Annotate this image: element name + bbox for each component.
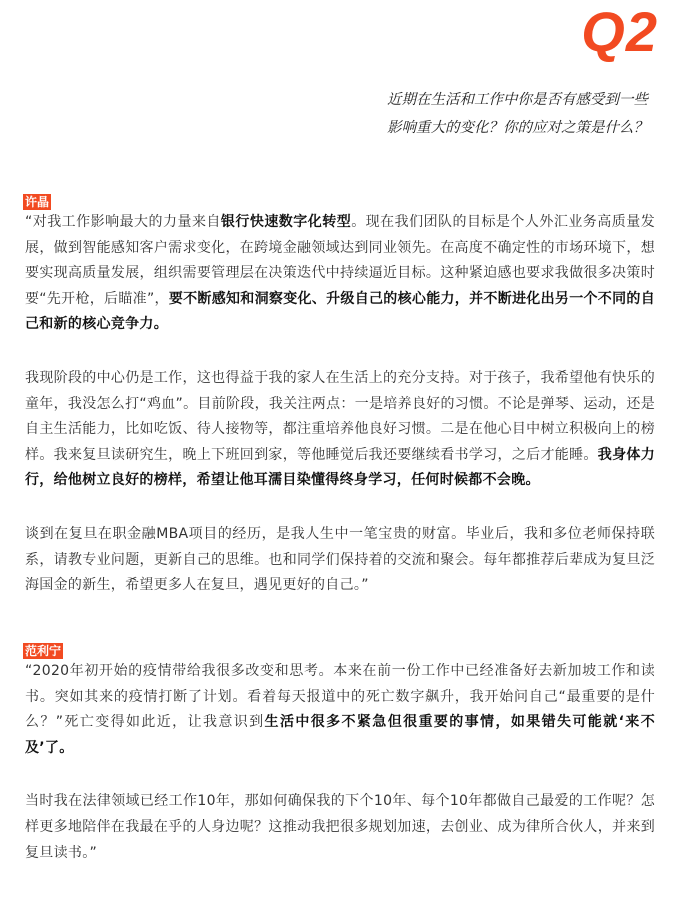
- answer-section-2: [25, 640, 655, 866]
- speaker-name-tag: 范利宁: [25, 644, 62, 658]
- question-text: [318, 86, 648, 142]
- question-number: Q2: [581, 0, 658, 63]
- question-line-1: 近期在生活和工作中你是否有感受到一些: [387, 92, 648, 108]
- answer-paragraph: [25, 522, 655, 599]
- emphasized-text: 我身体力行，给他树立良好的榜样，希望让他耳濡目染懂得终身学习，任何时候都不会晚。: [25, 446, 656, 489]
- answer-paragraph: [25, 366, 655, 494]
- answer-paragraph: [25, 210, 655, 338]
- text-run: 当时我在法律领域已经工作10年，那如何确保我的下个10年、每个10年都做自己最爱的工作呢？怎样更多地陪伴在我最在乎的人身边呢？这推动我把很多规划加速，去创业、成为律所合伙人，并来到复旦读书。”: [25, 793, 655, 861]
- answer-paragraph: [25, 789, 655, 866]
- text-run: “对我工作影响最大的力量来自: [25, 214, 221, 230]
- emphasized-text: 银行快速数字化转型: [220, 214, 352, 230]
- answer-paragraph: [25, 659, 655, 761]
- question-line-2: 影响重大的变化？你的应对之策是什么？: [387, 120, 648, 136]
- answer-section-1: [25, 191, 655, 599]
- text-run: “2020年初开始的疫情带给我很多改变和思考。本来在前一份工作中已经准备好去新加坡工作和读书。突如其来的疫情打断了计划。看着每天报道中的死亡数字飙升，我开始问自己“最重要的是什么？”死亡变得如此近，让我意识到: [25, 663, 655, 731]
- emphasized-text: 要不断感知和洞察变化、升级自己的核心能力，并不断进化出另一个不同的自己和新的核心竞争力。: [25, 290, 656, 333]
- text-run: 谈到在复旦在职金融MBA项目的经历，是我人生中一笔宝贵的财富。毕业后，我和多位老师保持联系，请教专业问题，更新自己的思维。也和同学们保持着的交流和聚会。每年都推荐后辈成为复旦泛海国金的新生，希望更多人在复旦，遇见更好的自己。”: [25, 525, 655, 594]
- text-run: 我现阶段的中心仍是工作，这也得益于我的家人在生活上的充分支持。对于孩子，我希望他有快乐的童年，我没怎么打“鸡血”。目前阶段，我关注两点：一是培养良好的习惯。不论是弹琴、运动，还是自主生活能力，比如吃饭、待人接物等，都注重培养他良好习惯。二是在他心目中树立积极向上的榜样。我来复旦读研究生，晚上下班回到家，等他睡觉后我还要继续看书学习，之后才能睡。: [25, 369, 656, 463]
- emphasized-text: 生活中很多不紧急但很重要的事情，如果错失可能就‘来不及’了。: [25, 714, 655, 756]
- speaker-name-tag: 许晶: [25, 195, 50, 209]
- text-run: 。现在我们团队的目标是个人外汇业务高质量发展，做到智能感知客户需求变化，在跨境金融领域达到同业领先。在高度不确定性的市场环境下，想要实现高质量发展，组织需要管理层在决策迭代中持续逼近目标。这种紧迫感也要求我做很多决策时要“先开枪，后瞄准”，: [25, 214, 655, 307]
